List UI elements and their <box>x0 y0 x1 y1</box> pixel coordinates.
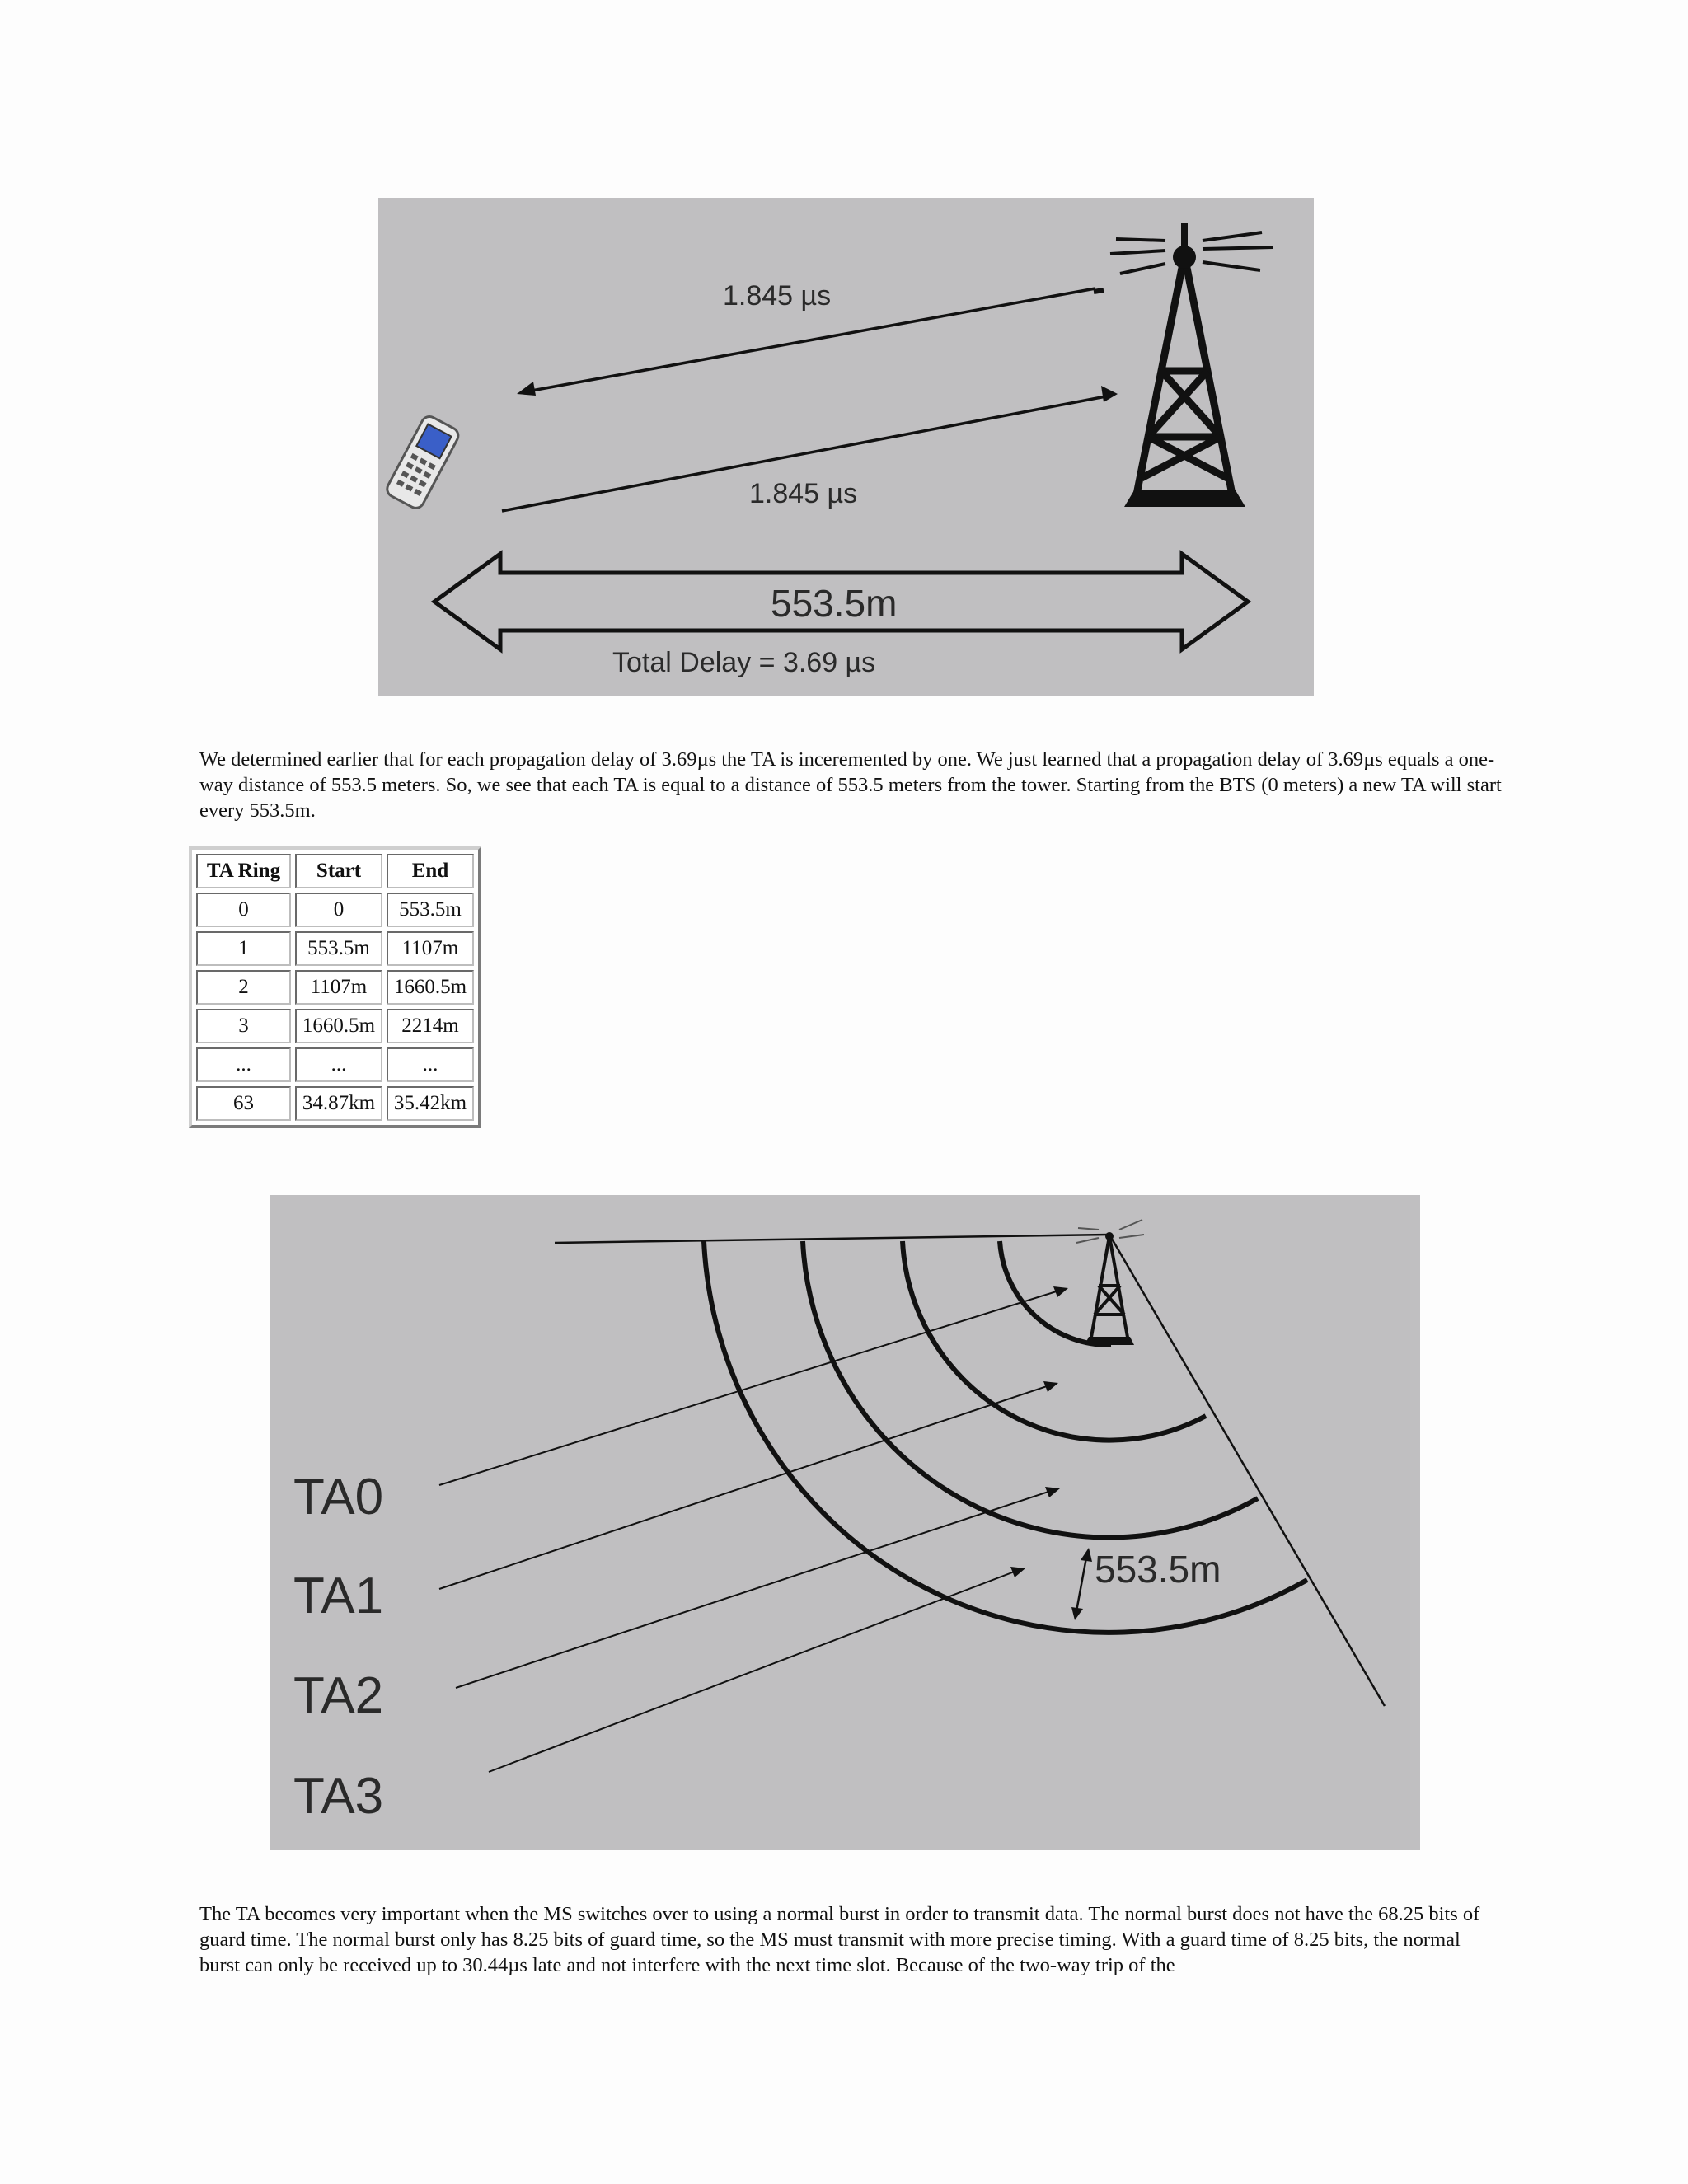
ta-rings-diagram <box>270 1195 1420 1850</box>
table-cell-start: 1660.5m <box>295 1009 382 1043</box>
ta-ring-0 <box>1000 1241 1111 1345</box>
sector-diagonal-line <box>1109 1235 1385 1706</box>
ta-rings-figure <box>270 1195 1420 1850</box>
spacing-label: 553.5m <box>1095 1548 1221 1591</box>
lower-delay-label: 1.845 µs <box>749 478 858 509</box>
table-header-start: Start <box>295 854 382 888</box>
table-header-end: End <box>387 854 474 888</box>
ta-ring-1 <box>903 1241 1206 1441</box>
propagation-delay-diagram <box>378 198 1314 696</box>
ta0-label: TA0 <box>293 1469 384 1526</box>
table-cell-ta-ring: 2 <box>196 970 291 1005</box>
table-header-row <box>196 854 474 888</box>
table-cell-end: 553.5m <box>387 893 474 927</box>
label-arrows <box>439 1286 1068 1772</box>
propagation-delay-figure <box>378 198 1314 696</box>
normal-burst-paragraph: The TA becomes very important when the MS switches over to using a normal burst in order to transmit data. The normal burst does not have the 68.25 bits of guard time. The normal burst only has 8.25 bits of guard time, so the MS must transmit with more precise timing. With a guard time of 8.25 bits, the normal burst can only be received up to 30.44µs late and not interfere with the next time slot. Because of the two-way trip of the <box>199 1903 1480 1976</box>
sector-top-line <box>555 1235 1109 1243</box>
table-cell-ta-ring: 63 <box>196 1086 291 1121</box>
table-cell-start: 1107m <box>295 970 382 1005</box>
explanation-paragraph: We determined earlier that for each propagation delay of 3.69µs the TA is inceremented by one. We just learned that a propagation delay of 3.69µs equals a one-way distance of 553.5 meters. So, we see that each TA is equal to a distance of 553.5 meters from the tower. Starting from the BTS (0 meters) a new TA will start every 553.5m. <box>199 748 1502 822</box>
table-cell-ta-ring: 1 <box>196 931 291 966</box>
ta3-label: TA3 <box>293 1768 384 1825</box>
table-cell-ta-ring: 0 <box>196 893 291 927</box>
table-cell-end: 35.42km <box>387 1086 474 1121</box>
ta-ring-table <box>189 846 481 1128</box>
table-row <box>196 893 474 927</box>
table-cell-start: 34.87km <box>295 1086 382 1121</box>
table-header-ta-ring: TA Ring <box>196 854 291 888</box>
table-cell-end: ... <box>387 1047 474 1082</box>
table-row <box>196 970 474 1005</box>
ta2-label: TA2 <box>293 1667 384 1724</box>
table-row <box>196 1009 474 1043</box>
ta1-label: TA1 <box>293 1568 384 1624</box>
total-delay-label: Total Delay = 3.69 µs <box>612 647 876 678</box>
spacing-double-arrow <box>1071 1548 1092 1620</box>
table-cell-ta-ring: 3 <box>196 1009 291 1043</box>
table-cell-end: 1107m <box>387 931 474 966</box>
distance-label: 553.5m <box>771 582 898 625</box>
ta-ring-2 <box>803 1241 1258 1537</box>
cell-tower-icon <box>1085 1232 1134 1345</box>
table-cell-end: 2214m <box>387 1009 474 1043</box>
table-cell-start: ... <box>295 1047 382 1082</box>
table-cell-start: 0 <box>295 893 382 927</box>
table-row <box>196 1047 474 1082</box>
table-row <box>196 1086 474 1121</box>
table-cell-start: 553.5m <box>295 931 382 966</box>
table-cell-ta-ring: ... <box>196 1047 291 1082</box>
table-cell-end: 1660.5m <box>387 970 474 1005</box>
mobile-phone-icon <box>384 414 461 511</box>
table-row <box>196 931 474 966</box>
upper-delay-label: 1.845 µs <box>723 280 832 312</box>
